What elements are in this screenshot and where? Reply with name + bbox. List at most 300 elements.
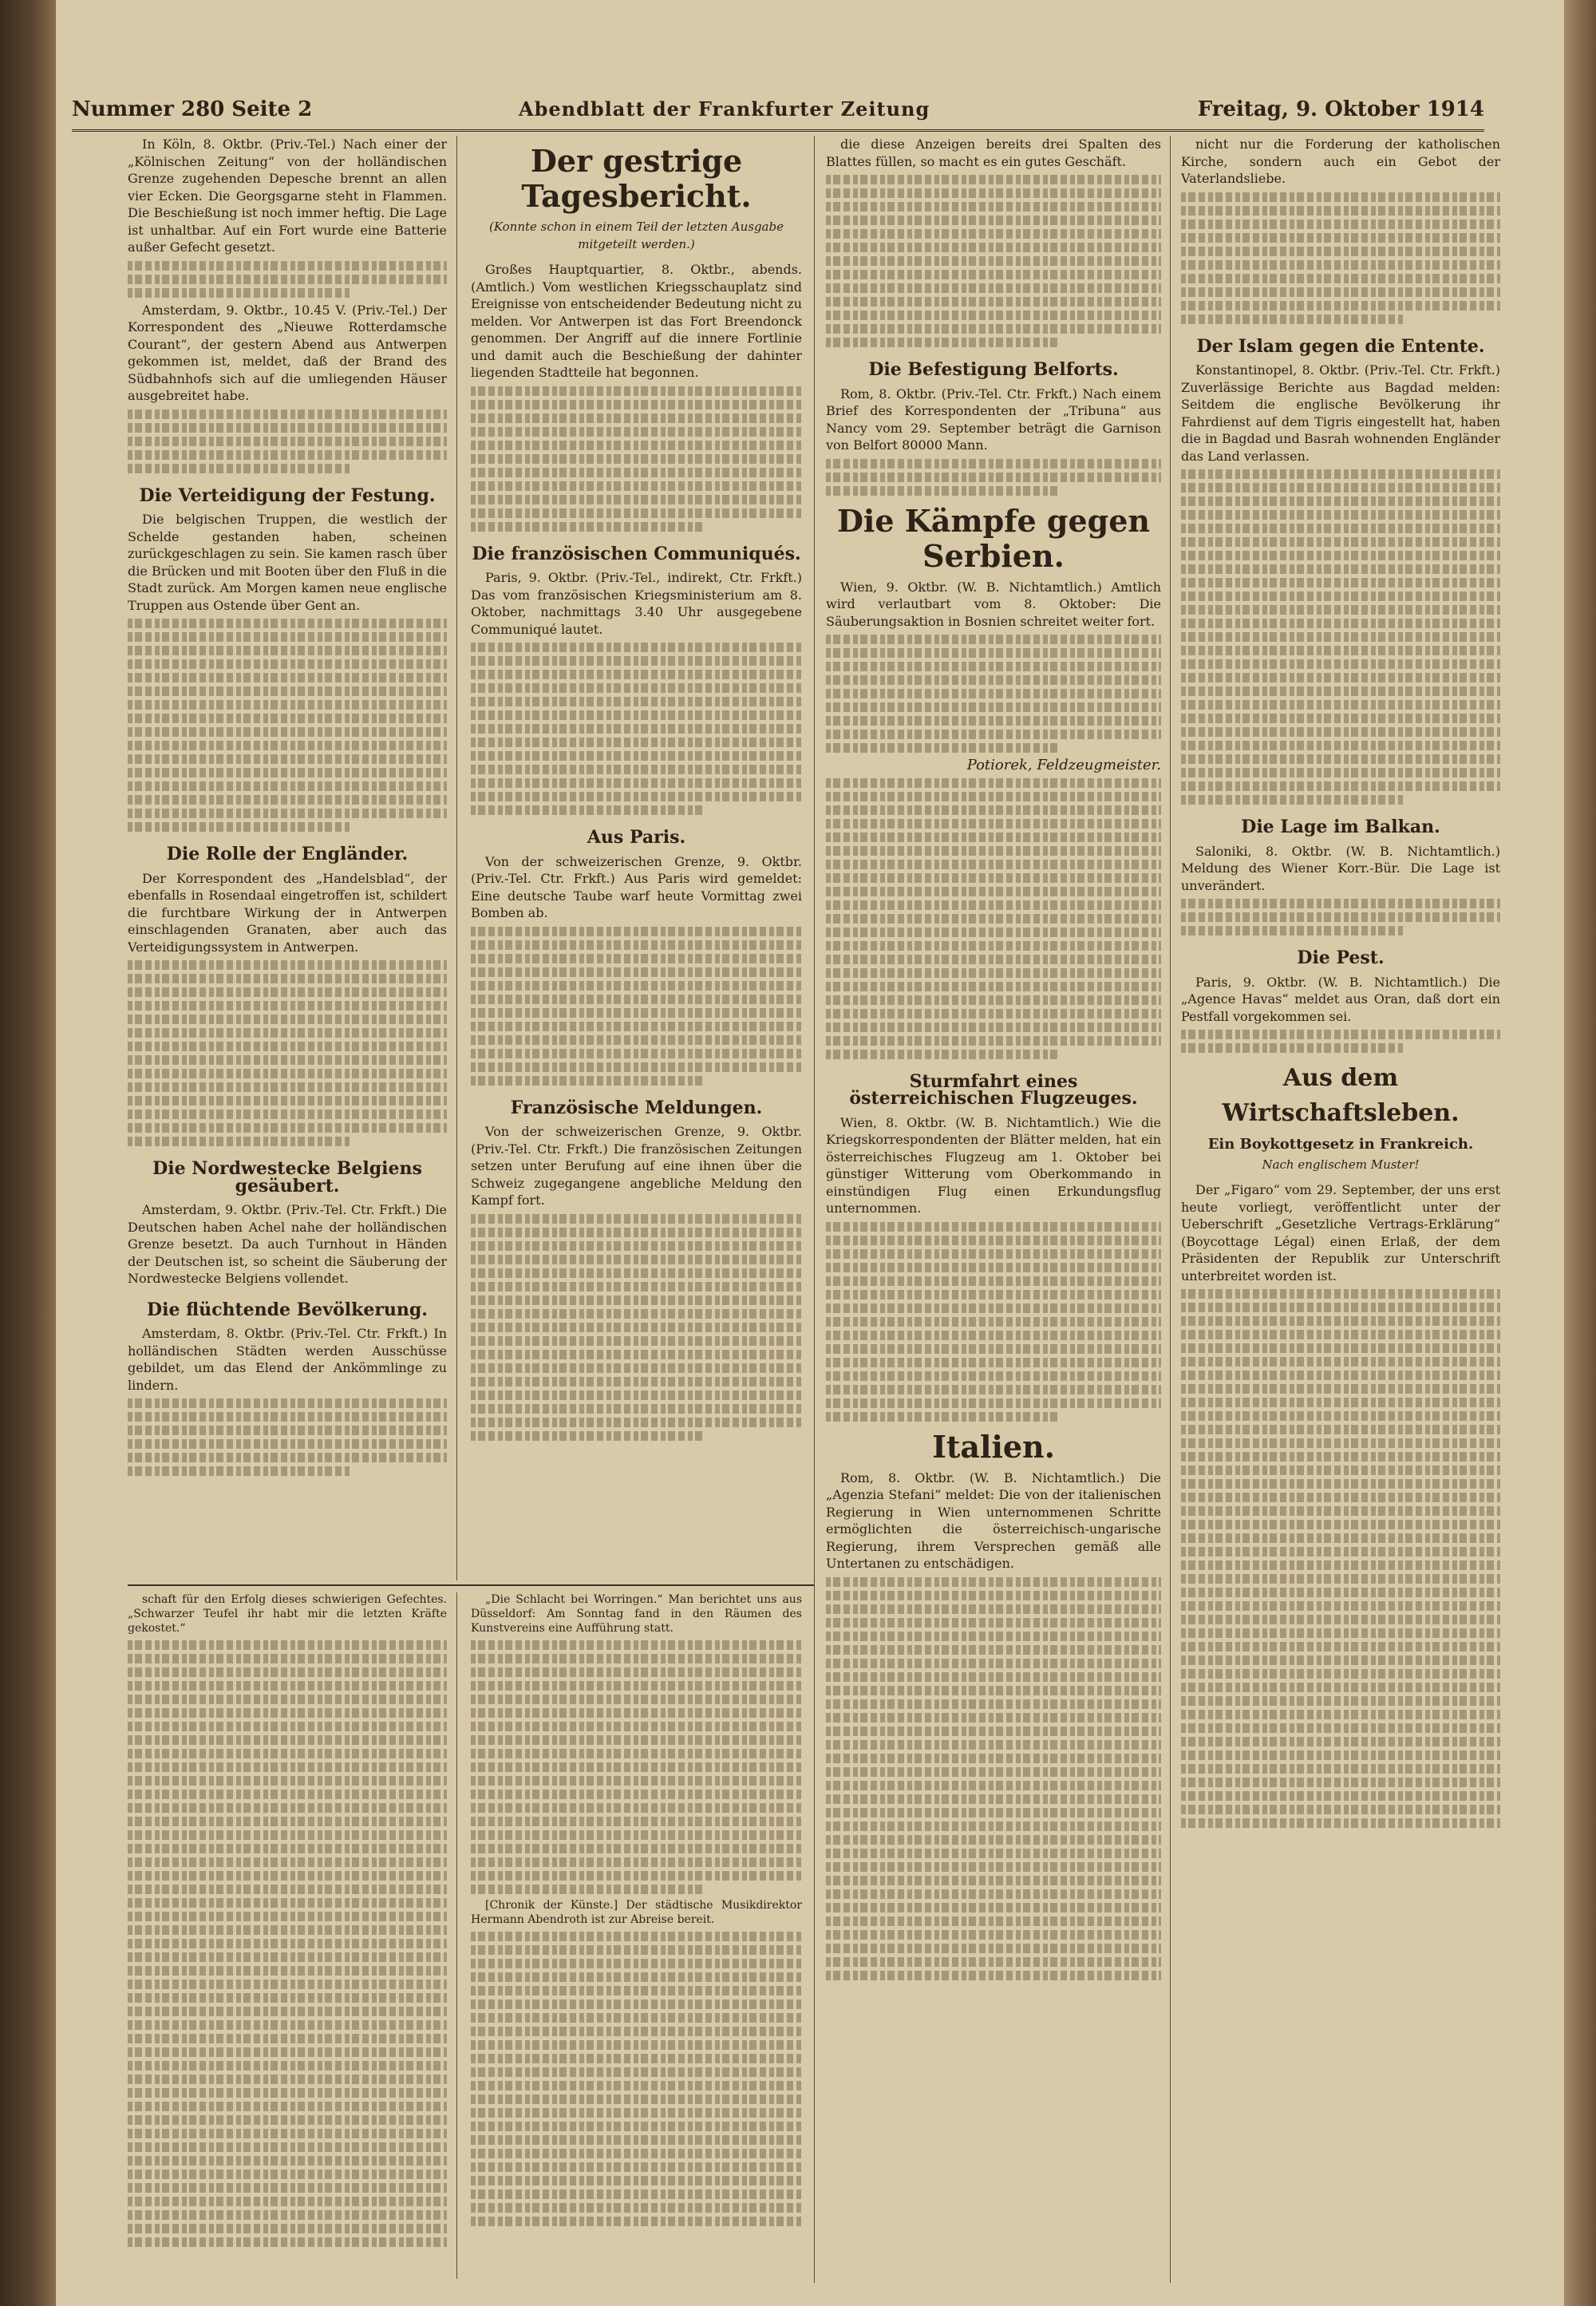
text-line	[471, 1241, 802, 1251]
article-text: schaft für den Erfolg dieses schwierigen Gefechtes. „Schwarzer Teufel ihr habt mir die letzten Kräfte gekostet.“	[128, 1593, 447, 1635]
feuilleton-right	[471, 1592, 802, 2279]
text-line	[1181, 1601, 1500, 1611]
text-line	[826, 216, 1161, 225]
text-line	[1181, 274, 1500, 283]
text-line	[471, 481, 802, 491]
text-line	[1181, 1710, 1500, 1719]
text-line	[128, 1082, 447, 1092]
column-divider	[814, 136, 815, 2283]
text-line	[471, 1640, 802, 1650]
text-line	[471, 1695, 802, 1704]
article-text: In Köln, 8. Oktbr. (Priv.-Tel.) Nach einer der „Kölnischen Zeitung“ von der holländischen Grenze zugehenden Depesche brennt an allen vier Ecken. Die Georgsgarne steht in Flammen. Die Beschießung ist noch immer heftig. Die Lage ist unhaltbar. Auf ein Fort wurde eine Batterie außer Gefecht gesetzt.	[128, 136, 447, 255]
text-line	[826, 1371, 1161, 1381]
feuilleton-left	[128, 1592, 447, 2279]
text-line	[128, 741, 447, 750]
text-line	[826, 1222, 1161, 1232]
text-line	[826, 1862, 1161, 1872]
text-line	[1181, 700, 1500, 710]
text-line	[1181, 1343, 1500, 1353]
text-line	[826, 778, 1161, 788]
signature: Potiorek, Feldzeugmeister.	[966, 757, 1161, 773]
text-line	[471, 1972, 802, 1982]
text-line	[1181, 578, 1500, 587]
text-line	[128, 2142, 447, 2152]
text-line	[128, 1681, 447, 1691]
text-line	[826, 1821, 1161, 1831]
text-line	[471, 2013, 802, 2023]
article-text: nicht nur die Forderung der katholischen Kirche, sondern auch ein Gebot der Vaterlandsliebe.	[1181, 136, 1500, 186]
text-line	[471, 2067, 802, 2077]
text-line	[1181, 899, 1500, 908]
text-line	[128, 673, 447, 682]
text-line	[128, 987, 447, 997]
text-line	[128, 727, 447, 737]
text-line	[128, 1857, 447, 1867]
text-line	[826, 968, 1161, 978]
text-line	[1181, 1805, 1500, 1814]
text-line	[471, 805, 703, 815]
text-line	[471, 2162, 802, 2172]
text-line	[128, 1001, 447, 1011]
text-line	[471, 427, 802, 437]
text-line	[826, 675, 1161, 685]
text-line	[471, 1790, 802, 1799]
text-line	[826, 662, 1161, 671]
text-line	[1181, 1764, 1500, 1774]
text-line	[1181, 1737, 1500, 1746]
issue-number: Nummer 280 Seite 2	[72, 97, 313, 121]
text-line	[1181, 1750, 1500, 1760]
text-line	[1181, 1493, 1500, 1502]
text-line	[1181, 1628, 1500, 1638]
text-line	[471, 1844, 802, 1853]
text-line	[1181, 591, 1500, 601]
text-line	[826, 1713, 1161, 1723]
text-line	[826, 310, 1161, 320]
page-edge	[1564, 0, 1596, 2306]
text-line	[471, 1945, 802, 1955]
text-line	[128, 1426, 447, 1435]
text-line	[1181, 1560, 1500, 1570]
text-line	[1181, 192, 1500, 202]
text-line	[471, 1390, 802, 1400]
headline: Der Islam gegen die Entente.	[1196, 335, 1485, 357]
text-line	[826, 819, 1161, 829]
text-line	[128, 1015, 447, 1024]
text-line	[826, 243, 1161, 252]
text-line	[1181, 1669, 1500, 1679]
text-line	[1181, 1696, 1500, 1706]
article-text: die diese Anzeigen bereits drei Spalten des Blattes füllen, so macht es ein gutes Geschäft.	[826, 136, 1161, 169]
article-text: Amsterdam, 8. Oktbr. (Priv.-Tel. Ctr. Frkft.) In holländischen Städten werden Ausschüsse gebildet, um das Elend der Ankömmlinge zu lindern.	[128, 1326, 447, 1393]
text-line	[471, 1708, 802, 1718]
text-line	[128, 2034, 447, 2043]
issue-date: Freitag, 9. Oktober 1914	[1197, 97, 1484, 121]
text-line	[1181, 659, 1500, 669]
article-text: Der Korrespondent des „Handelsblad“, der ebenfalls in Rosendaal eingetroffen ist, schildert die furchtbare Wirkung der in Antwerpen einschlagenden Granaten, aber auch das Verteidigungssystem in Antwerpen.	[128, 870, 447, 955]
text-line	[471, 1776, 802, 1786]
text-line	[128, 1028, 447, 1038]
text-line	[471, 2094, 802, 2104]
text-line	[826, 1358, 1161, 1367]
text-line	[471, 1749, 802, 1758]
article-text: Rom, 8. Oktbr. (Priv.-Tel. Ctr. Frkft.) Nach einem Brief des Korrespondenten der „Tribuna“ aus Nancy vom 29. September beträgt die Garnison von Belfort 80000 Mann.	[826, 386, 1161, 453]
text-line	[471, 1035, 802, 1045]
text-line	[826, 324, 1161, 334]
text-line	[128, 1412, 447, 1422]
text-line	[826, 1236, 1161, 1245]
text-line	[1181, 1818, 1500, 1828]
text-line	[1181, 301, 1500, 310]
article-text: Amsterdam, 9. Oktbr. (Priv.-Tel. Ctr. Frkft.) Die Deutschen haben Achel nahe der holländischen Grenze besetzt. Da auch Turnhout in Händen der Deutschen ist, so scheint die Säuberung der Nordwestecke Belgiens vollendet.	[128, 1202, 447, 1286]
text-line	[128, 2061, 447, 2071]
text-line	[826, 648, 1161, 658]
text-line	[1181, 469, 1500, 479]
text-line	[128, 1042, 447, 1051]
text-line	[826, 1930, 1161, 1940]
text-line	[826, 702, 1161, 712]
text-line	[471, 656, 802, 666]
text-line	[471, 1049, 802, 1058]
column-2	[471, 136, 802, 1572]
article-text: Saloniki, 8. Oktbr. (W. B. Nichtamtlich.) Meldung des Wiener Korr.-Bür. Die Lage ist unverändert.	[1181, 843, 1500, 893]
text-line	[128, 1762, 447, 1772]
text-line	[128, 1925, 447, 1935]
column-divider	[456, 136, 457, 1580]
text-line	[128, 1439, 447, 1449]
text-line	[1181, 768, 1500, 777]
text-line	[826, 1618, 1161, 1628]
article-text: Konstantinopel, 8. Oktbr. (Priv.-Tel. Ctr. Frkft.) Zuverlässige Berichte aus Bagdad melden: Seitdem die englische Bevölkerung ihr Fahrdienst auf dem Tigris eingestellt hat, haben die in Bagdad und Basrah wohnenden Engländer das Land verlassen.	[1181, 362, 1500, 464]
text-line	[826, 1591, 1161, 1600]
text-line	[128, 1993, 447, 2003]
text-line	[1181, 1642, 1500, 1651]
headline-main: Die Kämpfe gegen Serbien.	[836, 502, 1151, 574]
text-line	[826, 860, 1161, 869]
text-line	[471, 468, 802, 477]
text-line	[471, 2189, 802, 2199]
text-line	[1181, 1411, 1500, 1421]
text-line	[1181, 1425, 1500, 1434]
text-line	[1181, 314, 1404, 324]
text-line	[471, 2176, 802, 2185]
text-line	[471, 1735, 802, 1745]
text-line	[826, 1835, 1161, 1845]
text-line	[826, 229, 1161, 239]
text-line	[1181, 1791, 1500, 1801]
text-line	[826, 1672, 1161, 1682]
text-line	[471, 1336, 802, 1346]
text-line	[1181, 1615, 1500, 1624]
text-line	[471, 710, 802, 720]
text-line	[826, 1727, 1161, 1736]
text-line	[471, 1008, 802, 1018]
text-line	[471, 2108, 802, 2118]
column-divider	[1170, 136, 1171, 2283]
text-line	[826, 635, 1161, 644]
text-line	[471, 1885, 703, 1894]
text-line	[1181, 1289, 1500, 1299]
text-line	[826, 1632, 1161, 1641]
text-line	[1181, 686, 1500, 696]
text-line	[826, 1699, 1161, 1709]
headline: Die Pest.	[1297, 947, 1385, 968]
text-line	[128, 1790, 447, 1799]
article-text: Paris, 9. Oktbr. (W. B. Nichtamtlich.) Die „Agence Havas“ meldet aus Oran, daß dort ein Pestfall vorgekommen sei.	[1181, 974, 1500, 1024]
text-line	[1181, 781, 1500, 791]
text-line	[128, 619, 447, 628]
text-line	[471, 508, 802, 518]
text-line	[128, 261, 447, 271]
column-divider	[456, 1592, 457, 2279]
text-line	[826, 689, 1161, 698]
text-line	[1181, 1398, 1500, 1407]
text-line	[471, 1323, 802, 1332]
text-line	[826, 1577, 1161, 1587]
text-line	[826, 982, 1161, 991]
text-line	[826, 1659, 1161, 1668]
text-line	[471, 1282, 802, 1291]
text-line	[1181, 496, 1500, 506]
text-line	[826, 473, 1161, 482]
text-line	[128, 1466, 351, 1476]
text-line	[1181, 1030, 1500, 1039]
text-line	[1181, 537, 1500, 547]
text-line	[128, 1898, 447, 1908]
text-line	[1181, 510, 1500, 520]
text-line	[1181, 1723, 1500, 1733]
text-line	[1181, 1330, 1500, 1339]
text-line	[128, 275, 447, 284]
text-line	[471, 1722, 802, 1731]
text-line	[1181, 1357, 1500, 1367]
text-line	[128, 1871, 447, 1881]
text-line	[128, 464, 351, 473]
text-line	[128, 795, 447, 805]
text-line	[128, 1939, 447, 1948]
text-line	[128, 2156, 447, 2166]
text-line	[471, 2081, 802, 2090]
text-line	[1181, 926, 1404, 935]
text-line	[826, 188, 1161, 198]
text-line	[471, 2135, 802, 2145]
text-line	[1181, 551, 1500, 560]
headline: Sturmfahrt eines österreichischen Flugzeuges.	[849, 1070, 1138, 1109]
text-line	[1181, 1506, 1500, 1516]
text-line	[471, 1681, 802, 1691]
text-line	[826, 805, 1161, 815]
headline: Die Nordwestecke Belgiens gesäubert.	[152, 1158, 422, 1197]
text-line	[128, 2047, 447, 2057]
text-line	[826, 1849, 1161, 1858]
text-line	[471, 386, 802, 396]
text-line	[128, 1109, 447, 1119]
article-text: Rom, 8. Oktbr. (W. B. Nichtamtlich.) Die „Agenzia Stefani“ meldet: Die von der italienischen Regierung in Wien unternommenen Schritte ermöglichten die österreichisch-ungarische Regierung, ihrem Versprechen gemäß alle Untertanen zu entschädigen.	[826, 1469, 1161, 1571]
text-line	[1181, 524, 1500, 533]
text-line	[826, 1009, 1161, 1019]
text-line	[128, 1667, 447, 1677]
text-line	[471, 1377, 802, 1386]
article-text: Die belgischen Truppen, die westlich der Schelde gestanden haben, scheinen zurückgeschlagen zu sein. Sie kamen rasch über die Brücken und mit Booten über den Fluß in die Stadt zurück. Am Morgen kamen neue englische Truppen aus Ostende über Gent an.	[128, 512, 447, 613]
text-line	[128, 960, 447, 970]
text-line	[1181, 727, 1500, 737]
text-line	[826, 1944, 1161, 1953]
text-line	[471, 1857, 802, 1867]
text-line	[826, 955, 1161, 964]
text-line	[128, 2115, 447, 2125]
headline-main: Der gestrige Tagesbericht.	[521, 143, 752, 214]
text-line	[128, 768, 447, 777]
article-text: Von der schweizerischen Grenze, 9. Oktbr. (Priv.-Tel. Ctr. Frkft.) Aus Paris wird gemeldet: Eine deutsche Taube warf heute Vormittag zwei Bomben ab.	[471, 853, 802, 920]
text-line	[1181, 206, 1500, 216]
text-line	[471, 738, 802, 747]
headline: Die französischen Communiqués.	[472, 543, 801, 564]
article-text: „Die Schlacht bei Worringen.“ Man berichtet uns aus Düsseldorf: Am Sonntag fand in den Räumen des Kunstvereins eine Aufführung statt.	[471, 1593, 802, 1635]
headline: Die Befestigung Belforts.	[868, 359, 1119, 380]
text-line	[826, 833, 1161, 842]
text-line	[471, 1932, 802, 1941]
column-4	[1181, 136, 1500, 2283]
feuilleton-rule	[128, 1584, 814, 1586]
text-line	[471, 2040, 802, 2050]
text-line	[128, 1803, 447, 1813]
text-line	[128, 974, 447, 983]
text-line	[471, 2217, 802, 2226]
text-line	[1181, 619, 1500, 628]
text-line	[826, 928, 1161, 937]
text-line	[128, 1069, 447, 1078]
text-line	[128, 423, 447, 433]
section-title: Aus dem Wirtschaftsleben.	[1222, 1064, 1460, 1127]
text-line	[471, 1999, 802, 2009]
text-line	[471, 1404, 802, 1414]
text-line	[471, 1830, 802, 1840]
text-line	[826, 1249, 1161, 1259]
text-line	[1181, 1547, 1500, 1556]
text-line	[471, 643, 802, 652]
article-text: Amsterdam, 9. Oktbr., 10.45 V. (Priv.-Tel.) Der Korrespondent des „Nieuwe Rotterdamsche Courant“, der gestern Abend aus Antwerpen gekommen ist, meldet, daß der Brand des Südbahnhofs sich auf die umliegenden Häuser ausgebreitet habe.	[128, 302, 447, 403]
text-line	[826, 1050, 1061, 1059]
headline: Die flüchtende Bevölkerung.	[147, 1299, 428, 1320]
text-line	[128, 1096, 447, 1106]
text-line	[128, 450, 447, 460]
text-line	[471, 1418, 802, 1427]
text-line	[826, 914, 1161, 924]
text-line	[471, 1803, 802, 1813]
text-line	[471, 670, 802, 679]
article-text: [Chronik der Künste.] Der städtische Musikdirektor Hermann Abendroth ist zur Abreise bereit.	[471, 1899, 802, 1926]
text-line	[1181, 1778, 1500, 1787]
text-line	[471, 1076, 703, 1086]
text-line	[471, 1667, 802, 1677]
text-line	[826, 900, 1161, 910]
text-line	[471, 2027, 802, 2036]
text-line	[826, 792, 1161, 801]
text-line	[1181, 741, 1500, 750]
text-line	[1181, 632, 1500, 642]
text-line	[826, 1398, 1161, 1408]
text-line	[471, 1959, 802, 1968]
text-line	[826, 1385, 1161, 1394]
text-line	[128, 1123, 447, 1133]
text-line	[826, 1263, 1161, 1272]
subheadline: Nach englischem Muster!	[1262, 1157, 1420, 1172]
text-line	[471, 2203, 802, 2213]
text-line	[1181, 1588, 1500, 1597]
text-line	[128, 1654, 447, 1663]
text-line	[128, 1640, 447, 1650]
headline: Aus Paris.	[587, 827, 686, 848]
text-line	[128, 1966, 447, 1976]
text-line	[471, 2149, 802, 2158]
text-line	[1181, 1438, 1500, 1448]
text-line	[128, 1776, 447, 1786]
text-line	[1181, 795, 1404, 805]
text-line	[128, 1952, 447, 1962]
text-line	[471, 1062, 802, 1072]
text-line	[128, 1055, 447, 1065]
column-3	[826, 136, 1161, 2283]
text-line	[826, 941, 1161, 951]
text-line	[471, 751, 802, 761]
text-line	[1181, 260, 1500, 270]
text-line	[826, 846, 1161, 856]
text-line	[471, 1214, 802, 1224]
text-line	[1181, 714, 1500, 723]
text-line	[826, 486, 1061, 496]
text-line	[826, 1876, 1161, 1885]
text-line	[826, 1344, 1161, 1354]
text-line	[1181, 1683, 1500, 1692]
text-line	[128, 659, 447, 669]
text-line	[128, 700, 447, 710]
text-line	[1181, 605, 1500, 615]
text-line	[826, 1331, 1161, 1340]
text-line	[1181, 1303, 1500, 1312]
text-line	[471, 495, 802, 504]
text-line	[128, 1844, 447, 1853]
text-line	[826, 1303, 1161, 1313]
headline: Die Verteidigung der Festung.	[139, 485, 436, 506]
text-line	[826, 297, 1161, 307]
text-line	[128, 1749, 447, 1758]
text-line	[826, 1740, 1161, 1750]
text-line	[1181, 220, 1500, 229]
article-text: Von der schweizerischen Grenze, 9. Oktbr. (Priv.-Tel. Ctr. Frkft.) Die französischen Zeitungen setzen unter Berufung auf eine ihnen über die Schweiz zugegangene angebliche Meldung den Kampf fort.	[471, 1124, 802, 1208]
text-line	[471, 400, 802, 409]
article-text: Großes Hauptquartier, 8. Oktbr., abends. (Amtlich.) Vom westlichen Kriegsschauplatz sind Ereignisse von entscheidender Bedeutung nicht zu melden. Vor Antwerpen ist das Fort Breendonck genommen. Der Angriff auf die innere Fortlinie und damit auch die Beschießung der dahinter liegenden Stadtteile hat begonnen.	[471, 262, 802, 380]
text-line	[826, 1604, 1161, 1614]
text-line	[826, 1036, 1161, 1046]
text-line	[471, 778, 802, 788]
article-text: Wien, 9. Oktbr. (W. B. Nichtamtlich.) Amtlich wird verlautbart vom 8. Oktober: Die Säuberungsaktion in Bosnien schreitet weiter fort.	[826, 579, 1161, 629]
text-line	[826, 1412, 1061, 1422]
text-line	[1181, 1316, 1500, 1326]
text-line	[1181, 1371, 1500, 1380]
text-line	[471, 454, 802, 464]
text-line	[471, 927, 802, 936]
headline: Ein Boykottgesetz in Frankreich.	[1207, 1136, 1474, 1153]
text-line	[471, 1817, 802, 1826]
text-line	[128, 781, 447, 791]
text-line	[128, 1980, 447, 1989]
text-line	[471, 1228, 802, 1237]
text-line	[826, 1916, 1161, 1926]
text-line	[826, 1276, 1161, 1286]
text-line	[128, 2007, 447, 2016]
page-header	[72, 89, 1484, 132]
text-line	[1181, 287, 1500, 297]
